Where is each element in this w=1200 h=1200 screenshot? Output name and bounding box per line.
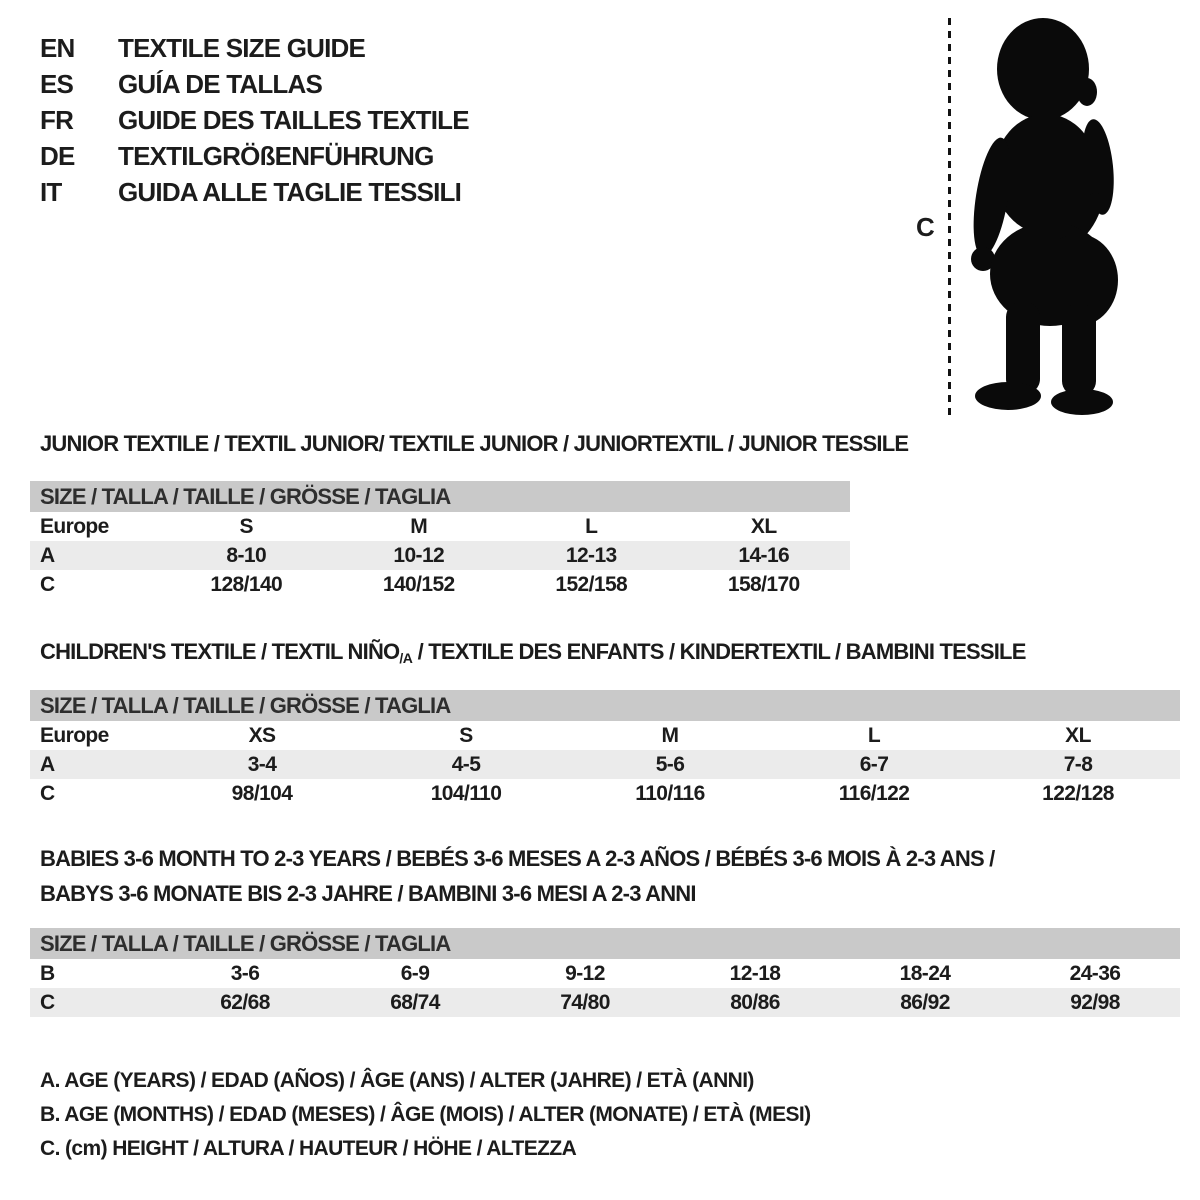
size-cell: S <box>239 514 253 538</box>
size-cell: M <box>661 723 679 747</box>
toddler-silhouette-icon <box>950 12 1140 422</box>
height-cell: 86/92 <box>900 990 950 1014</box>
children-size-header-band: SIZE / TALLA / TAILLE / GRÖSSE / TAGLIA <box>30 690 1180 721</box>
height-cell: 122/128 <box>1042 781 1114 805</box>
language-row-fr <box>40 102 469 138</box>
measurement-legend <box>40 1064 811 1166</box>
months-cell: 3-6 <box>230 961 260 985</box>
junior-row-height <box>30 570 850 599</box>
babies-section-title-line2: BABYS 3-6 MONATE BIS 2-3 JAHRE / BAMBINI 3-6 MESI A 2-3 ANNI <box>40 881 696 906</box>
height-cell: 98/104 <box>231 781 293 805</box>
language-row-es <box>40 66 469 102</box>
age-cell: 8-10 <box>226 543 267 567</box>
row-label: A <box>40 752 55 776</box>
age-cell: 10-12 <box>393 543 445 567</box>
height-cell: 68/74 <box>390 990 440 1014</box>
babies-row-height <box>30 988 1180 1017</box>
children-section-title <box>40 639 1026 666</box>
junior-section-title: JUNIOR TEXTILE / TEXTIL JUNIOR/ TEXTILE JUNIOR / JUNIORTEXTIL / JUNIOR TESSILE <box>40 431 909 456</box>
guide-title-es: GUÍA DE TALLAS <box>118 68 323 99</box>
age-cell: 3-4 <box>247 752 277 776</box>
babies-row-months <box>30 959 1180 988</box>
age-cell: 5-6 <box>655 752 685 776</box>
months-cell: 24-36 <box>1069 961 1121 985</box>
junior-row-europe <box>30 512 850 541</box>
children-title-subscript: /A <box>399 650 413 666</box>
language-code-de: DE <box>40 140 75 171</box>
size-cell: L <box>585 514 598 538</box>
children-title-pre: CHILDREN'S TEXTILE / TEXTIL NIÑO <box>40 639 400 664</box>
age-cell: 6-7 <box>859 752 889 776</box>
row-label: Europe <box>40 514 109 538</box>
height-cell: 80/86 <box>730 990 780 1014</box>
size-cell: L <box>867 723 881 747</box>
size-cell: S <box>459 723 473 747</box>
row-label: C <box>40 781 55 805</box>
height-cell: 128/140 <box>210 572 283 596</box>
months-cell: 18-24 <box>899 961 951 985</box>
months-cell: 9-12 <box>565 961 605 985</box>
row-label: A <box>40 543 55 567</box>
babies-section-title-line1: BABIES 3-6 MONTH TO 2-3 YEARS / BEBÉS 3-6 MESES A 2-3 AÑOS / BÉBÉS 3-6 MOIS À 2-3 ANS / <box>40 846 995 871</box>
height-measure-label: C <box>916 212 934 242</box>
junior-row-age <box>30 541 850 570</box>
height-cell: 152/158 <box>555 572 628 596</box>
language-row-de <box>40 138 469 174</box>
guide-title-en: TEXTILE SIZE GUIDE <box>118 32 366 63</box>
legend-age-years: A. AGE (YEARS) / EDAD (AÑOS) / ÂGE (ANS) / ALTER (JAHRE) / ETÀ (ANNI) <box>40 1069 754 1092</box>
row-label: C <box>40 990 55 1014</box>
age-cell: 4-5 <box>451 752 481 776</box>
size-cell: M <box>410 514 428 538</box>
language-code-it: IT <box>40 176 62 207</box>
age-cell: 14-16 <box>738 543 790 567</box>
height-cell: 110/116 <box>635 781 705 805</box>
guide-title-it: GUIDA ALLE TAGLIE TESSILI <box>118 176 462 207</box>
language-code-fr: FR <box>40 104 74 135</box>
height-cell: 74/80 <box>560 990 610 1014</box>
age-cell: 12-13 <box>565 543 617 567</box>
height-cell: 158/170 <box>727 572 800 596</box>
size-cell: XL <box>750 514 777 538</box>
height-cell: 116/122 <box>838 781 910 805</box>
language-title-list <box>40 30 469 210</box>
children-row-europe <box>30 721 1180 750</box>
size-cell: XL <box>1065 723 1091 747</box>
junior-size-table <box>30 481 850 599</box>
guide-title-de: TEXTILGRÖßENFÜHRUNG <box>118 140 434 171</box>
junior-size-header-band: SIZE / TALLA / TAILLE / GRÖSSE / TAGLIA <box>30 481 850 512</box>
guide-title-fr: GUIDE DES TAILLES TEXTILE <box>118 104 469 135</box>
height-cell: 104/110 <box>430 781 502 805</box>
height-cell: 92/98 <box>1070 990 1120 1014</box>
height-cell: 140/152 <box>382 572 455 596</box>
legend-height-cm: C. (cm) HEIGHT / ALTURA / HAUTEUR / HÖHE / ALTEZZA <box>40 1137 577 1160</box>
children-row-height <box>30 779 1180 808</box>
row-label: B <box>40 961 55 985</box>
size-cell: XS <box>248 723 276 747</box>
row-label: Europe <box>40 723 109 747</box>
babies-size-table <box>30 928 1180 1017</box>
babies-size-header-band: SIZE / TALLA / TAILLE / GRÖSSE / TAGLIA <box>30 928 1180 959</box>
age-cell: 7-8 <box>1063 752 1093 776</box>
height-figure <box>880 0 1180 430</box>
children-title-post: / TEXTILE DES ENFANTS / KINDERTEXTIL / BAMBINI TESSILE <box>412 639 1026 664</box>
row-label: C <box>40 572 55 596</box>
language-code-en: EN <box>40 32 75 63</box>
months-cell: 12-18 <box>729 961 781 985</box>
legend-age-months: B. AGE (MONTHS) / EDAD (MESES) / ÂGE (MOIS) / ALTER (MONATE) / ETÀ (MESI) <box>40 1103 811 1126</box>
language-code-es: ES <box>40 68 74 99</box>
months-cell: 6-9 <box>400 961 430 985</box>
children-row-age <box>30 750 1180 779</box>
height-cell: 62/68 <box>220 990 270 1014</box>
language-row-it <box>40 174 469 210</box>
language-row-en <box>40 30 469 66</box>
children-size-table <box>30 690 1180 808</box>
